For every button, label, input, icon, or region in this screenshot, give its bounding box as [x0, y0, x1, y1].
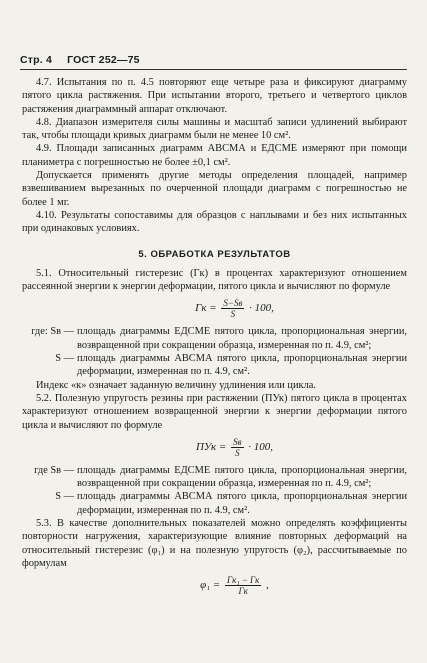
para-5-3: 5.3. В качестве дополнительных показателей можно определять коэффициенты повторности нагружения, характеризующие влияние повторных деформаций на относительный гистерезис (φ₁) и на полезную упругость (φ₂), рассчитываемые по формулам: [22, 518, 407, 569]
para-4-7: 4.7. Испытания по п. 4.5 повторяют еще четыре раза и фиксируют диаграмму пятого цикла растяжения. При испытании второго, третьего и четвертого циклов растяжения диаграммный аппарат отключают.: [22, 77, 407, 115]
formula-lhs: φ₁ =: [200, 579, 221, 592]
section-title: 5. ОБРАБОТКА РЕЗУЛЬТАТОВ: [138, 248, 291, 260]
formula-phi1: [62, 575, 407, 596]
definition-s-2: [22, 490, 407, 517]
standard-code: ГОСТ 252—75: [67, 54, 140, 66]
para-5-2: 5.2. Полезную упругость резины при растяжении (ПУк) пятого цикла в процентах характеризуют отношением возвращенной энергии к энергии деформации пятого цикла и вычисляют по формуле: [22, 392, 407, 431]
denominator: S: [235, 447, 240, 458]
para-4-10: 4.10. Результаты сопоставимы для образцов с наплывами и без них испытанных при одинаковых условиях.: [22, 209, 407, 235]
page-number: Стр. 4: [20, 54, 53, 66]
definition-sv-2: [22, 464, 407, 491]
definition-label: S —: [55, 353, 74, 365]
formula-fraction: [231, 437, 243, 458]
denominator: S: [230, 309, 236, 320]
page-header: [20, 54, 140, 66]
definition-sv: [22, 325, 407, 352]
formula-rhs: · 100,: [248, 440, 274, 453]
definition-s: [22, 352, 407, 379]
formula-resilience: [62, 437, 407, 458]
numerator: Гк₁ − Гк: [226, 575, 260, 586]
formula-fraction: [225, 575, 261, 596]
definition-label: где Sв —: [34, 464, 74, 476]
body-text: [22, 76, 407, 602]
definition-text: площадь диаграммы АВСМА пятого цикла, пропорциональная энергии деформации, измеренная по п. 4.9, см².: [77, 353, 407, 378]
definition-text: площадь диаграммы ЕДСМЕ пятого цикла, пропорциональная энергии, возвращенной при сокращении образца, измеренная по п. 4.9, см²;: [77, 326, 407, 351]
para-4-9: 4.9. Площади записанных диаграмм АВСМА и ЕДСМЕ измеряют при помощи планиметра с погрешностью не более ±0,1 см².: [22, 143, 407, 168]
definition-label: S —: [55, 491, 74, 503]
formula-hysteresis: [62, 298, 407, 319]
definition-label: где: Sв —: [31, 326, 74, 338]
formula-fraction: [221, 298, 244, 319]
definition-text: площадь диаграммы ЕДСМЕ пятого цикла, пропорциональная энергии, возвращенной при сокращении образца, измеренная по п. 4.9, см²;: [77, 464, 407, 490]
numerator: S−Sв: [223, 298, 243, 309]
para-4-8: 4.8. Диапазон измерителя силы машины и масштаб записи удлинений выбирают так, чтобы площади кривых диаграмм были не менее 10 см².: [22, 116, 407, 142]
formula-rhs: ,: [266, 579, 269, 592]
formula-lhs: Гк =: [195, 302, 217, 315]
formula-lhs: ПУк =: [195, 440, 227, 453]
formula-rhs: · 100,: [249, 302, 274, 315]
numerator: Sв: [233, 436, 242, 447]
para-4-9b: Допускается применять другие методы определения площадей, например взвешиванием вырезанных по очерченной площади диаграмм с погрешностью не более 1 мг.: [22, 170, 407, 208]
definition-text: площадь диаграммы АВСМА пятого цикла, пропорциональная энергии деформации, измеренная по п. 4.9, см².: [77, 491, 407, 516]
para-5-1: 5.1. Относительный гистерезис (Гк) в процентах характеризуют отношением рассеянной энергии к энергии деформации, пятого цикла и вычисляют по формуле: [22, 267, 407, 293]
header-rule: [20, 69, 407, 70]
index-note: Индекс «к» означает заданную величину удлинения или цикла.: [36, 379, 316, 391]
denominator: Гк: [238, 586, 248, 597]
